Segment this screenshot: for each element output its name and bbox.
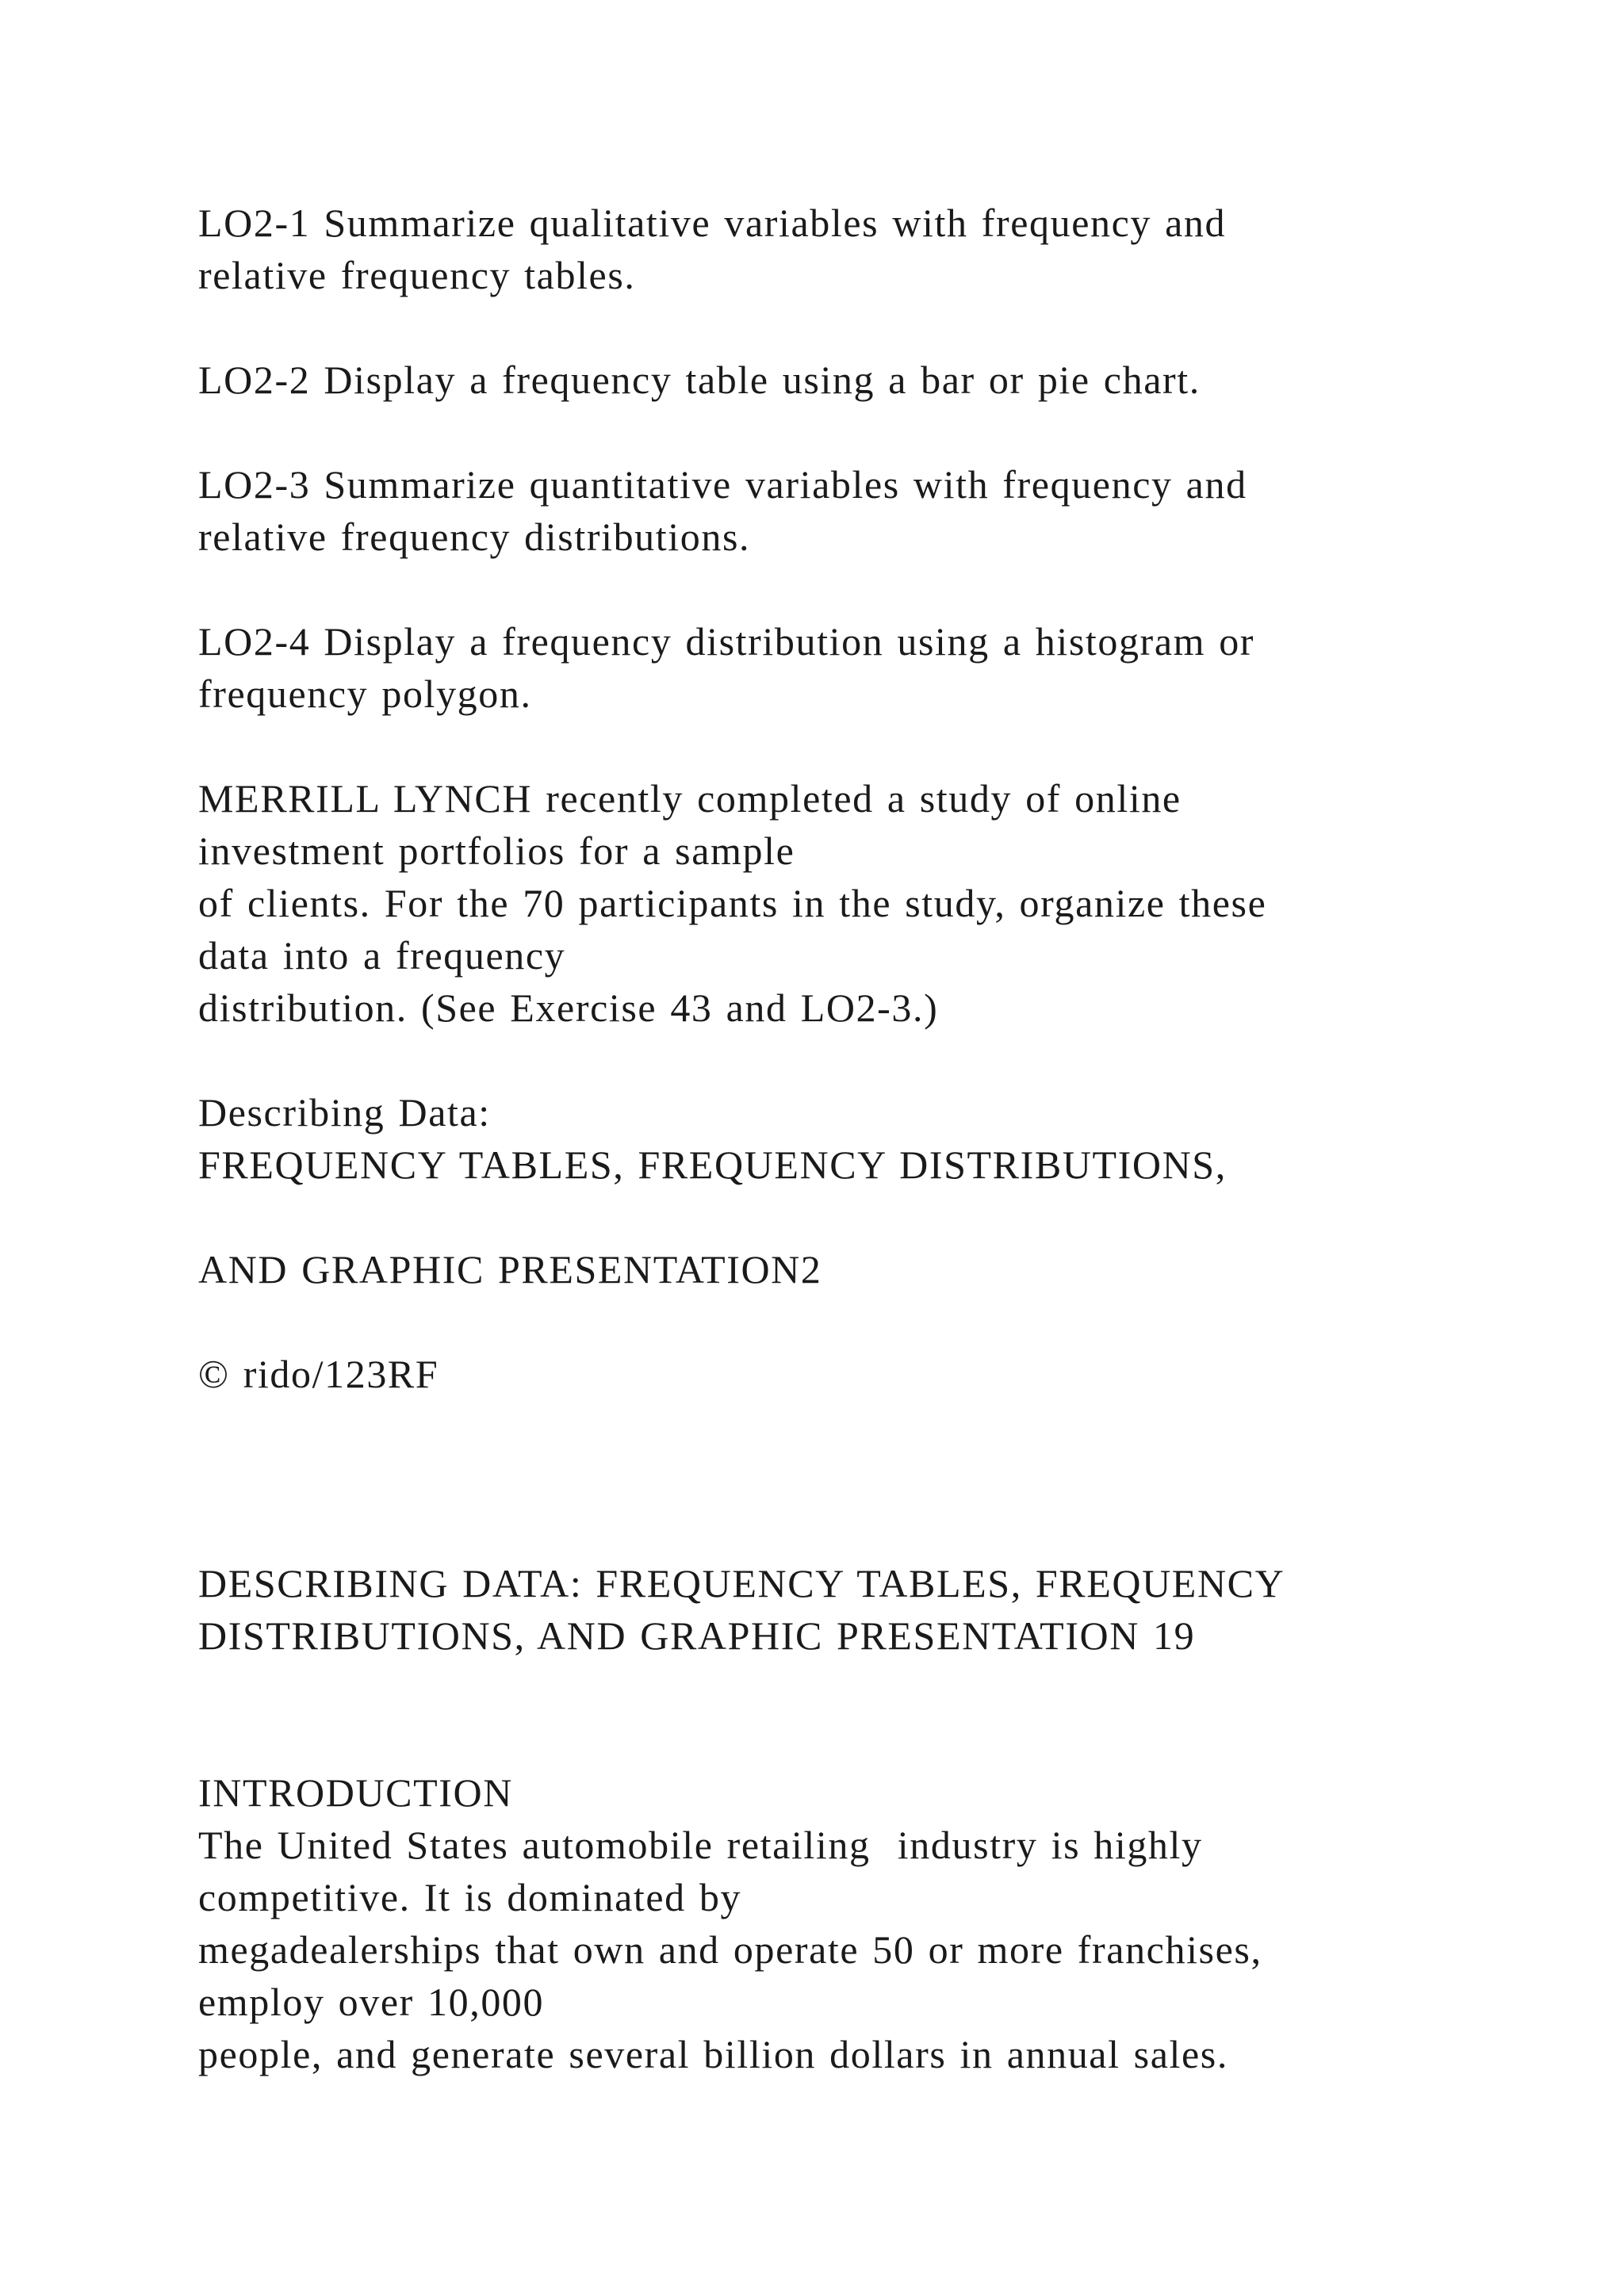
merrill-lynch-paragraph-line-4: data into a frequency — [198, 933, 566, 978]
introduction-paragraph-line-4: employ over 10,000 — [198, 1980, 545, 2024]
objective-lo2-3-line-2: relative frequency distributions. — [198, 515, 751, 559]
section-heading-introduction: INTRODUCTION — [198, 1770, 513, 1815]
introduction-paragraph-line-5: people, and generate several billion dollars in annual sales. — [198, 2032, 1228, 2076]
merrill-lynch-paragraph-line-3: of clients. For the 70 participants in the study, organize these — [198, 881, 1267, 925]
introduction-paragraph-line-3: megadealerships that own and operate 50 or more franchises, — [198, 1927, 1262, 1972]
objective-lo2-2: LO2-2 Display a frequency table using a bar or pie chart. — [198, 358, 1201, 402]
photo-credit: © rido/123RF — [198, 1352, 439, 1396]
merrill-lynch-paragraph-line-2: investment portfolios for a sample — [198, 828, 795, 873]
running-header-line-1: DESCRIBING DATA: FREQUENCY TABLES, FREQUENCY — [198, 1561, 1285, 1605]
introduction-paragraph-line-1: The United States automobile retailing industry is highly — [198, 1823, 1203, 1867]
introduction-paragraph-line-2: competitive. It is dominated by — [198, 1875, 742, 1919]
merrill-lynch-paragraph-line-1: MERRILL LYNCH recently completed a study of online — [198, 776, 1182, 821]
objective-lo2-1-line-2: relative frequency tables. — [198, 253, 636, 297]
running-header-line-2: DISTRIBUTIONS, AND GRAPHIC PRESENTATION 19 — [198, 1613, 1196, 1658]
objective-lo2-1-line-1: LO2-1 Summarize qualitative variables with frequency and — [198, 201, 1227, 245]
chapter-title-line-1: Describing Data: — [198, 1090, 491, 1135]
objective-lo2-4-line-1: LO2-4 Display a frequency distribution using a histogram or — [198, 619, 1255, 664]
objective-lo2-3-line-1: LO2-3 Summarize quantitative variables with frequency and — [198, 462, 1247, 507]
chapter-title-line-3: AND GRAPHIC PRESENTATION2 — [198, 1247, 822, 1292]
merrill-lynch-paragraph-line-5: distribution. (See Exercise 43 and LO2-3.) — [198, 985, 939, 1030]
objective-lo2-4-line-2: frequency polygon. — [198, 672, 532, 716]
chapter-title-line-2: FREQUENCY TABLES, FREQUENCY DISTRIBUTIONS, — [198, 1142, 1227, 1187]
